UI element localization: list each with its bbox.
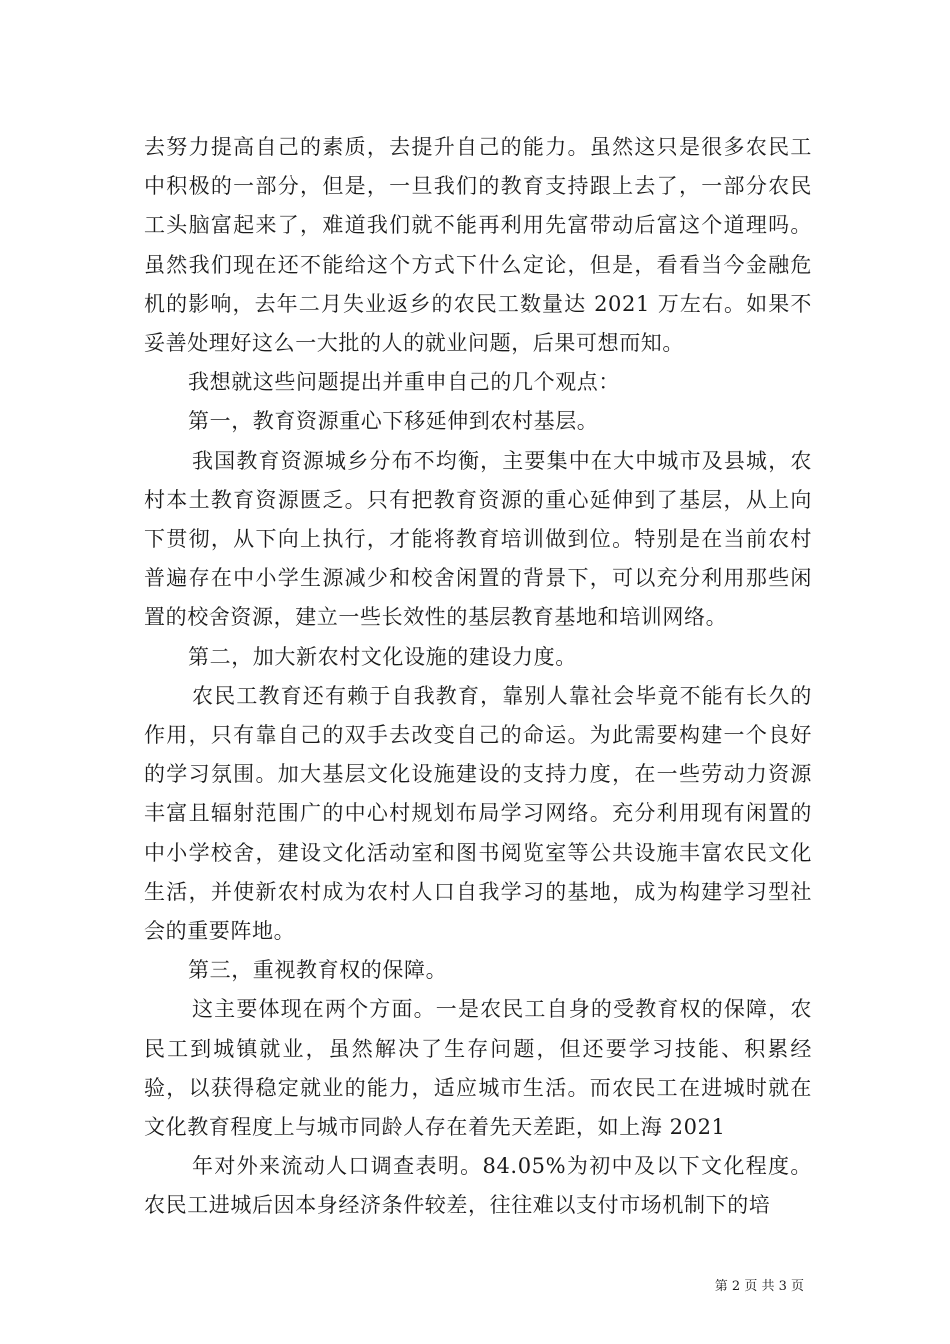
- paragraph-point-three-body: 这主要体现在两个方面。一是农民工自身的受教育权的保障，农民工到城镇就业，虽然解决了生存问题，但还要学习技能、积累经验，以获得稳定就业的能力，适应城市生活。而农民工在进城时就在文化教育程度上与城市同龄人存在着先天差距，如上海 2021: [144, 997, 812, 1140]
- paragraph-continuation: 去努力提高自己的素质，去提升自己的能力。虽然这只是很多农民工中积极的一部分，但是，一旦我们的教育支持跟上去了，一部分农民工头脑富起来了，难道我们就不能再利用先富带动后富这个道理吗。虽然我们现在还不能给这个方式下什么定论，但是，看看当今金融危机的影响，去年二月失业返乡的农民工数量达 2021 万左右。如果不妥善处理好这么一大批的人的就业问题，后果可想而知。: [144, 135, 812, 356]
- paragraph-point-two-body: 农民工教育还有赖于自我教育，靠别人靠社会毕竟不能有长久的作用，只有靠自己的双手去改变自己的命运。为此需要构建一个良好的学习氛围。加大基层文化设施建设的支持力度，在一些劳动力资源丰富且辐射范围广的中心村规划布局学习网络。充分利用现有闲置的中小学校舍，建设文化活动室和图书阅览室等公共设施丰富农民文化生活，并使新农村成为农村人口自我学习的基地，成为构建学习型社会的重要阵地。: [144, 683, 812, 944]
- heading-point-three: 第三，重视教育权的保障。: [188, 958, 448, 983]
- page-number-footer: 第 2 页 共 3 页: [714, 1279, 804, 1294]
- heading-point-two: 第二，加大新农村文化设施的建设力度。: [188, 644, 577, 669]
- paragraph-intro-viewpoints: 我想就这些问题提出并重申自己的几个观点：: [188, 370, 620, 395]
- paragraph-point-one-body: 我国教育资源城乡分布不均衡，主要集中在大中城市及县城，农村本土教育资源匮乏。只有把教育资源的重心延伸到了基层，从上向下贯彻，从下向上执行，才能将教育培训做到位。特别是在当前农村普遍存在中小学生源减少和校舍闲置的背景下，可以充分利用那些闲置的校舍资源，建立一些长效性的基层教育基地和培训网络。: [144, 448, 812, 630]
- heading-point-one: 第一，教育资源重心下移延伸到农村基层。: [188, 409, 599, 434]
- paragraph-survey-results: 年对外来流动人口调查表明。84.05%为初中及以下文化程度。农民工进城后因本身经济条件较差，往往难以支付市场机制下的培: [144, 1154, 812, 1218]
- document-body: [144, 128, 812, 1226]
